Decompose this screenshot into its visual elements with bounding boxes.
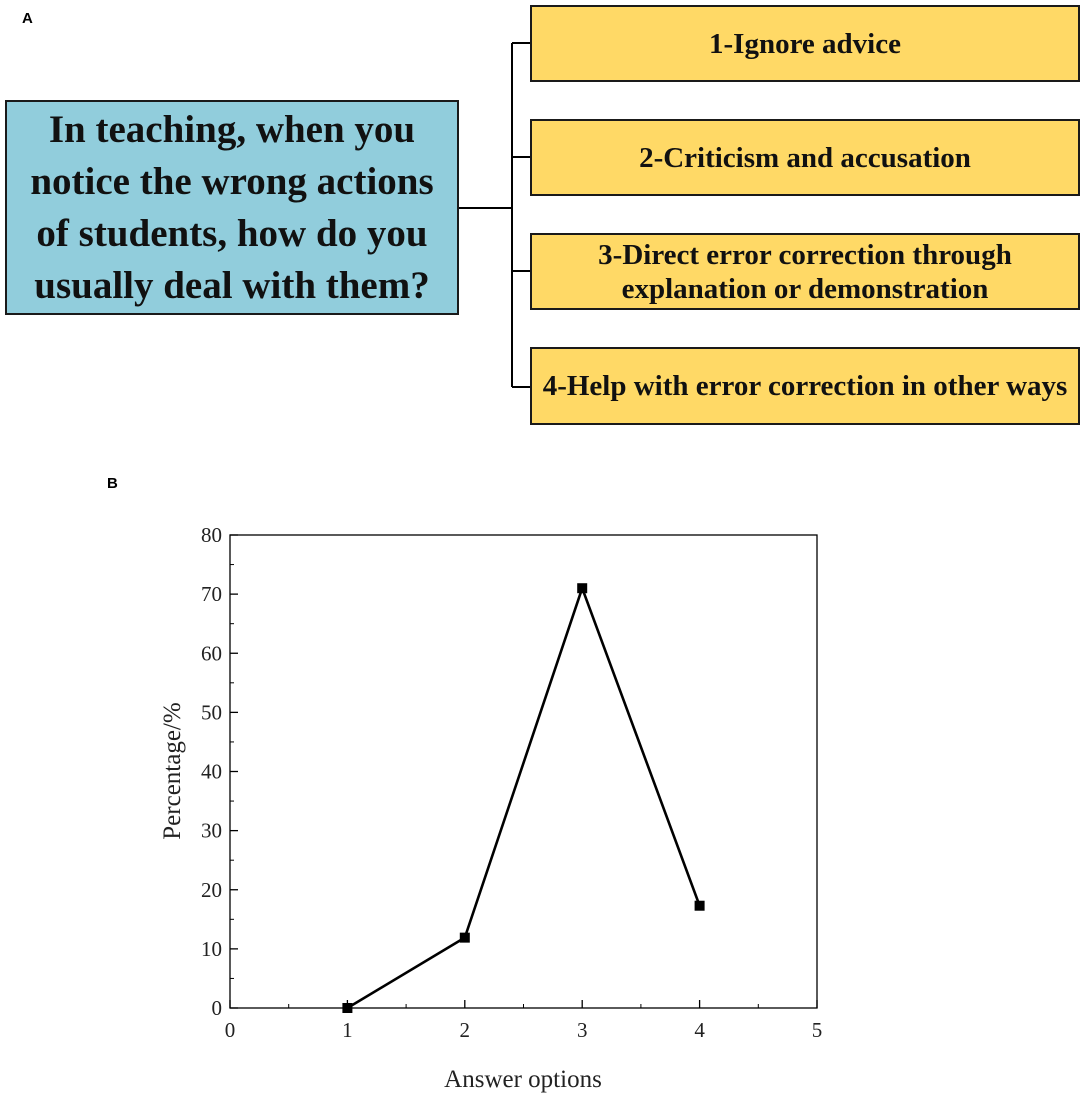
- y-tick-label: 10: [201, 936, 222, 961]
- y-tick-label: 0: [211, 996, 222, 1020]
- x-tick-label: 1: [342, 1018, 353, 1042]
- y-axis: [201, 523, 238, 1020]
- y-tick-label: 20: [201, 877, 222, 902]
- x-tick-label: 2: [459, 1018, 471, 1042]
- option-text-3: 3-Direct error correction through explanation or demonstration: [598, 238, 1012, 305]
- x-tick-label: 0: [224, 1018, 236, 1042]
- y-axis-label: Percentage/%: [159, 702, 186, 840]
- x-tick-label: 5: [811, 1018, 823, 1042]
- y-tick-label: 50: [201, 700, 222, 725]
- panel-b-label: B: [107, 475, 118, 492]
- panel-a-label: A: [22, 10, 33, 27]
- y-tick-label: 60: [201, 641, 222, 666]
- option-text-2: 2-Criticism and accusation: [639, 141, 971, 174]
- option-text-4: 4-Help with error correction in other ways: [542, 370, 1068, 402]
- y-tick-label: 30: [201, 818, 222, 843]
- x-axis: [225, 1000, 823, 1042]
- option-text-1: 1-Ignore advice: [709, 27, 901, 60]
- y-tick-label: 40: [201, 759, 222, 784]
- x-axis-label: Answer options: [444, 1066, 602, 1093]
- series-polyline: [347, 588, 699, 1008]
- data-point-2: [460, 933, 470, 943]
- series-line: [342, 583, 704, 1013]
- x-tick-label: 4: [694, 1018, 705, 1042]
- data-point-1: [342, 1003, 352, 1013]
- y-tick-label: 70: [201, 582, 222, 607]
- plot-frame: [230, 535, 817, 1008]
- question-text: In teaching, when you notice the wrong actions of students, how do you usually deal with them?: [30, 107, 434, 307]
- x-tick-label: 3: [576, 1018, 588, 1042]
- data-point-3: [577, 583, 587, 593]
- y-tick-label: 80: [201, 523, 222, 547]
- data-point-4: [695, 901, 705, 911]
